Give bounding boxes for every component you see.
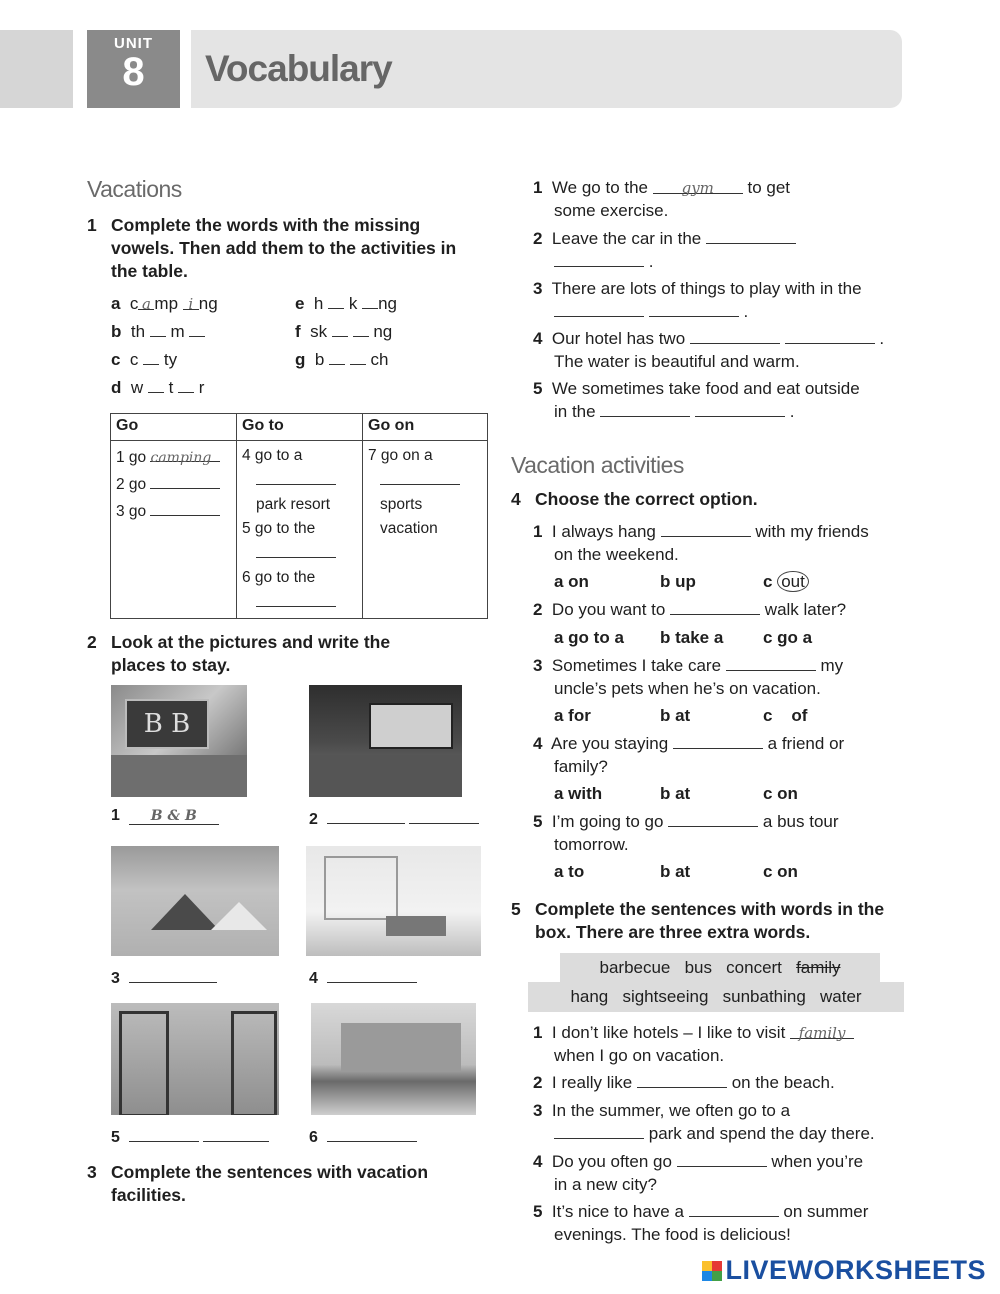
- caption-1: 1 B & B: [111, 807, 219, 825]
- caption-2: 2: [309, 807, 479, 829]
- option-a[interactable]: a on: [554, 572, 589, 591]
- photo-apartment: [306, 846, 481, 956]
- caption-6: 6: [309, 1125, 417, 1147]
- liveworksheets-logo: LIVEWORKSHEETS: [702, 1255, 986, 1286]
- exercise-number: 1: [87, 215, 97, 235]
- section-title-vacation-activities: Vacation activities: [511, 452, 684, 478]
- ex3-item-5: 5 We sometimes take food and eat outside in the .: [533, 379, 860, 421]
- option-c[interactable]: c go a: [763, 628, 813, 647]
- answer-field[interactable]: [328, 292, 344, 309]
- table-cell-go-to: 4 go to a park resort 5 go to the 6 go to the: [237, 441, 363, 619]
- answer-field[interactable]: [143, 348, 159, 365]
- crossed-word: family: [796, 958, 841, 977]
- activities-table: [110, 413, 488, 619]
- ex4-item-2: 2 Do you want to walk later?: [533, 600, 847, 619]
- answer-field[interactable]: [129, 966, 217, 983]
- answer-field[interactable]: [150, 320, 166, 337]
- answer-field[interactable]: [690, 327, 780, 344]
- option-c[interactable]: c on: [763, 784, 798, 803]
- option-b[interactable]: b at: [660, 706, 691, 725]
- answer-field[interactable]: [677, 1150, 767, 1167]
- option-a[interactable]: a to: [554, 862, 585, 881]
- word-item-c: c c ty: [111, 350, 178, 369]
- exercise-5-instructions: 5 Complete the sentences with words in the box. There are three extra words.: [511, 899, 885, 942]
- option-b[interactable]: b at: [660, 862, 691, 881]
- answer-field[interactable]: [327, 1125, 417, 1142]
- answer-field[interactable]: [689, 1200, 779, 1217]
- page-title: Vocabulary: [205, 48, 392, 89]
- answer-field[interactable]: [150, 499, 220, 516]
- answer-field[interactable]: [189, 320, 205, 337]
- answer-field[interactable]: [148, 376, 164, 393]
- photo-bed-and-breakfast: B B: [111, 685, 247, 797]
- answer-field[interactable]: [668, 810, 758, 827]
- answer-field[interactable]: [726, 654, 816, 671]
- photo-campsite: [111, 846, 279, 956]
- ex3-item-3: 3 There are lots of things to play with in the .: [533, 279, 862, 321]
- ex4-item-4: 4 Are you staying a friend or family?: [533, 734, 845, 776]
- answer-field[interactable]: [327, 966, 417, 983]
- answer-field[interactable]: [350, 348, 366, 365]
- answer-field[interactable]: [256, 541, 336, 558]
- word-item-d: d w t r: [111, 378, 205, 397]
- answer-field[interactable]: i: [183, 293, 199, 310]
- answer-field[interactable]: [327, 807, 405, 824]
- answer-field[interactable]: [332, 320, 348, 337]
- answer-field[interactable]: gym: [653, 177, 743, 194]
- table-cell-go-on: 7 go on a sports vacation: [363, 441, 488, 619]
- caption-4: 4: [309, 966, 417, 988]
- photo-hostel-dorm: [111, 1003, 279, 1115]
- ex5-item-4: 4 Do you often go when you’re in a new city?: [533, 1152, 864, 1194]
- answer-field[interactable]: family: [790, 1022, 854, 1039]
- option-c[interactable]: c of: [763, 706, 808, 725]
- answer-field[interactable]: [203, 1125, 269, 1142]
- option-b[interactable]: b take a: [660, 628, 724, 647]
- table-cell-go: 1 go camping 2 go 3 go: [111, 441, 237, 619]
- section-title-vacations: Vacations: [87, 176, 182, 202]
- table-header: Go to: [237, 414, 363, 441]
- answer-field[interactable]: [150, 472, 220, 489]
- word-item-e: e h k ng: [295, 294, 398, 313]
- caption-5: 5: [111, 1125, 269, 1147]
- answer-field[interactable]: [178, 376, 194, 393]
- answer-field[interactable]: [785, 327, 875, 344]
- ex4-item-3: 3 Sometimes I take care my uncle’s pets when he’s on vacation.: [533, 656, 844, 698]
- caption-3: 3: [111, 966, 217, 988]
- answer-field[interactable]: [661, 520, 751, 537]
- unit-badge: [87, 30, 180, 108]
- option-a[interactable]: a go to a: [554, 628, 624, 647]
- ex4-item-1: 1 I always hang with my friends on the weekend.: [533, 522, 869, 564]
- unit-number: 8: [122, 50, 145, 94]
- answer-field[interactable]: [670, 598, 760, 615]
- answer-field[interactable]: [380, 468, 460, 485]
- answer-field[interactable]: [673, 732, 763, 749]
- ex5-item-2: 2 I really like on the beach.: [533, 1073, 835, 1092]
- answer-field[interactable]: [362, 292, 378, 309]
- word-item-f: f sk ng: [295, 322, 393, 341]
- answer-field[interactable]: [600, 400, 690, 417]
- table-header: Go: [111, 414, 237, 441]
- answer-field[interactable]: [637, 1071, 727, 1088]
- answer-field[interactable]: B & B: [129, 808, 219, 825]
- answer-field[interactable]: [649, 300, 739, 317]
- answer-field[interactable]: [353, 320, 369, 337]
- option-c[interactable]: c on: [763, 862, 798, 881]
- option-b[interactable]: b up: [660, 572, 696, 591]
- answer-field[interactable]: [329, 348, 345, 365]
- exercise-text: Complete the words with the missing vowels. Then add them to the activities in the table.: [111, 215, 457, 281]
- word-box-row-2: hang sightseeing sunbathing water: [528, 982, 904, 1012]
- ex4-item-5: 5 I’m going to go a bus tour tomorrow.: [533, 812, 839, 854]
- answer-field[interactable]: [129, 1125, 199, 1142]
- ex3-item-4: 4 Our hotel has two . The water is beautiful and warm.: [533, 329, 885, 371]
- circled-answer: out: [777, 571, 809, 592]
- answer-field[interactable]: [409, 807, 479, 824]
- option-b[interactable]: b at: [660, 784, 691, 803]
- answer-field[interactable]: [695, 400, 785, 417]
- ex5-item-1: 1 I don’t like hotels – I like to visit family when I go on vacation.: [533, 1021, 923, 1067]
- ex3-item-2: 2 Leave the car in the .: [533, 227, 913, 273]
- exercise-1-instructions: [87, 214, 487, 283]
- exercise-3-instructions: 3 Complete the sentences with vacation facilities.: [87, 1162, 429, 1205]
- word-item-a: a c a mp i ng: [111, 294, 218, 313]
- photo-hotel: [311, 1003, 476, 1115]
- exercise-2-instructions: 2 Look at the pictures and write the places to stay.: [87, 632, 391, 675]
- answer-field[interactable]: camping: [150, 445, 220, 462]
- answer-field[interactable]: [554, 300, 644, 317]
- word-item-g: g b ch: [295, 350, 389, 369]
- option-a[interactable]: a with: [554, 784, 603, 803]
- ex3-item-1: 1 We go to the gym to get some exercise.: [533, 178, 791, 220]
- option-a[interactable]: a for: [554, 706, 591, 725]
- header-left-block: [0, 30, 73, 108]
- ex5-item-5: 5 It’s nice to have a on summer evenings. The food is delicious!: [533, 1202, 869, 1244]
- table-header: Go on: [363, 414, 488, 441]
- word-item-b: b th m: [111, 320, 205, 343]
- photo-cottage: [309, 685, 462, 797]
- answer-field[interactable]: [706, 227, 796, 244]
- answer-field[interactable]: [554, 250, 644, 267]
- word-box-row-1: barbecue bus concert family: [560, 953, 880, 982]
- answer-field[interactable]: [256, 468, 336, 485]
- answer-field[interactable]: a: [138, 293, 154, 310]
- unit-label: UNIT: [114, 35, 153, 52]
- option-c[interactable]: c out: [763, 572, 809, 592]
- answer-field[interactable]: [256, 590, 336, 607]
- logo-grid-icon: [702, 1261, 722, 1281]
- answer-field[interactable]: [554, 1122, 644, 1139]
- exercise-4-instructions: 4 Choose the correct option.: [511, 489, 758, 509]
- ex5-item-3: 3 In the summer, we often go to a park and spend the day there.: [533, 1101, 875, 1143]
